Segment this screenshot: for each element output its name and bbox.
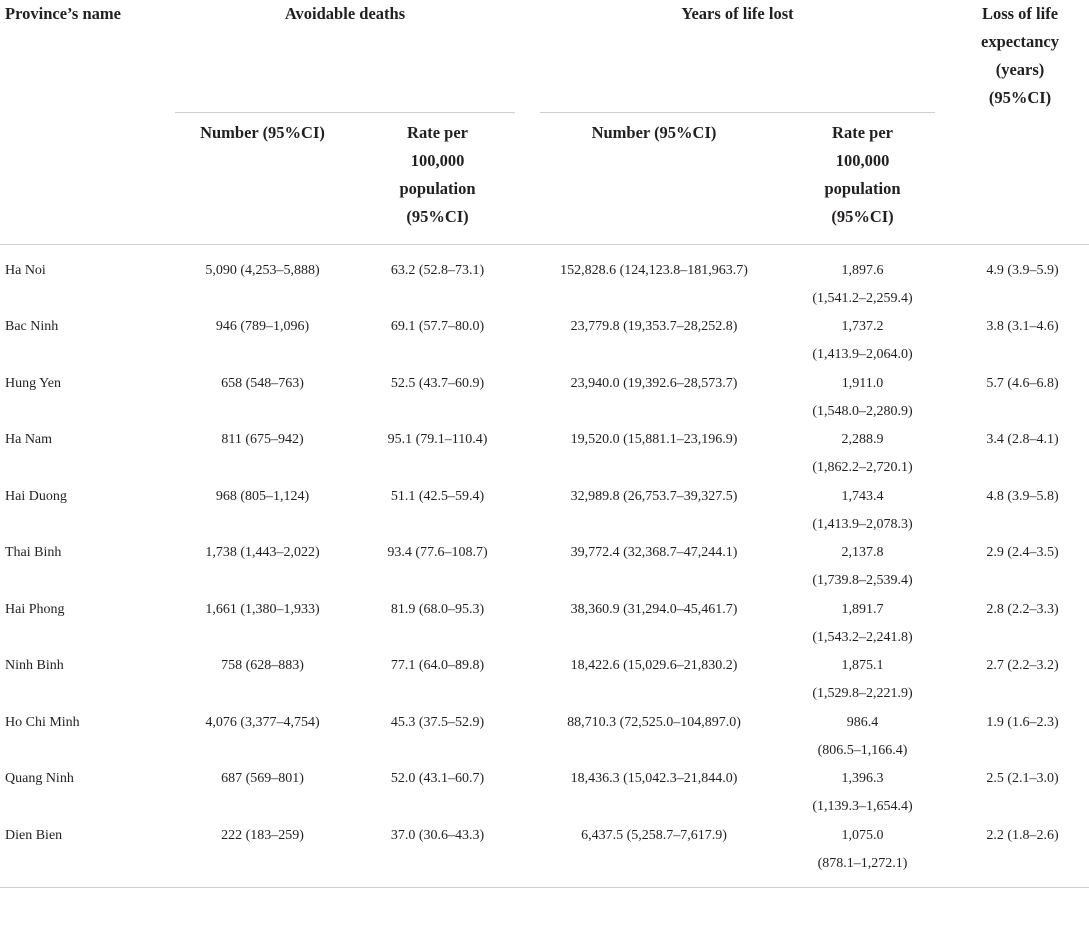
- avoidable-deaths-rate: 52.0 (43.1–60.7): [390, 771, 485, 786]
- avoidable-deaths-number: 658 (548–763): [221, 376, 304, 391]
- avoidable-deaths-rate: 77.1 (64.0–89.8): [390, 658, 485, 673]
- life-expectancy-loss: 2.9 (2.4–3.5): [986, 545, 1059, 560]
- province-name: Ha Nam: [5, 432, 53, 447]
- header-yll-number: Number (95%CI): [591, 123, 717, 142]
- group-rule-yll: [540, 112, 935, 113]
- life-expectancy-loss: 2.5 (2.1–3.0): [986, 771, 1059, 786]
- table-bottom-rule: [0, 887, 1089, 888]
- avoidable-deaths-number: 4,076 (3,377–4,754): [205, 715, 320, 730]
- life-expectancy-loss: 2.7 (2.2–3.2): [986, 658, 1059, 673]
- avoidable-deaths-number: 687 (569–801): [221, 771, 304, 786]
- avoidable-deaths-number: 1,661 (1,380–1,933): [205, 602, 320, 617]
- avoidable-deaths-rate: 63.2 (52.8–73.1): [390, 263, 485, 278]
- header-loss-of-life-expectancy: Loss of life expectancy (years) (95%CI): [981, 4, 1059, 107]
- yll-number: 18,436.3 (15,042.3–21,844.0): [570, 771, 738, 786]
- life-expectancy-loss: 3.4 (2.8–4.1): [986, 432, 1059, 447]
- yll-rate: 1,737.2 (1,413.9–2,064.0): [812, 319, 913, 362]
- avoidable-deaths-rate: 95.1 (79.1–110.4): [387, 432, 488, 447]
- yll-number: 23,779.8 (19,353.7–28,252.8): [570, 319, 738, 334]
- yll-rate: 986.4 (806.5–1,166.4): [817, 715, 908, 758]
- life-expectancy-loss: 5.7 (4.6–6.8): [986, 376, 1059, 391]
- yll-number: 152,828.6 (124,123.8–181,963.7): [560, 263, 748, 278]
- yll-rate: 1,911.0 (1,548.0–2,280.9): [812, 376, 913, 419]
- yll-rate: 1,897.6 (1,541.2–2,259.4): [812, 263, 913, 306]
- yll-number: 6,437.5 (5,258.7–7,617.9): [581, 828, 727, 843]
- header-bottom-rule: [0, 244, 1089, 245]
- avoidable-deaths-rate: 51.1 (42.5–59.4): [390, 489, 485, 504]
- avoidable-deaths-number: 1,738 (1,443–2,022): [205, 545, 320, 560]
- table-row: [0, 822, 1089, 936]
- province-name: Hai Duong: [5, 489, 67, 504]
- yll-number: 18,422.6 (15,029.6–21,830.2): [570, 658, 738, 673]
- avoidable-deaths-number: 946 (789–1,096): [215, 319, 310, 334]
- life-expectancy-loss: 4.8 (3.9–5.8): [986, 489, 1059, 504]
- avoidable-deaths-number: 968 (805–1,124): [215, 489, 310, 504]
- yll-rate: 1,396.3 (1,139.3–1,654.4): [812, 771, 913, 814]
- group-rule-avoidable: [175, 112, 515, 113]
- yll-rate: 2,288.9 (1,862.2–2,720.1): [812, 432, 913, 475]
- avoidable-deaths-rate: 81.9 (68.0–95.3): [390, 602, 485, 617]
- province-name: Ho Chi Minh: [5, 715, 80, 730]
- yll-number: 38,360.9 (31,294.0–45,461.7): [570, 602, 738, 617]
- header-province: Province’s name: [5, 4, 121, 23]
- avoidable-deaths-number: 222 (183–259): [221, 828, 304, 843]
- life-expectancy-loss: 2.2 (1.8–2.6): [986, 828, 1059, 843]
- yll-number: 88,710.3 (72,525.0–104,897.0): [567, 715, 741, 730]
- header-avoidable-deaths: Avoidable deaths: [284, 4, 406, 23]
- header-ad-rate: Rate per 100,000 population (95%CI): [399, 123, 476, 226]
- yll-rate: 1,075.0 (878.1–1,272.1): [817, 828, 908, 871]
- province-name: Dien Bien: [5, 828, 63, 843]
- yll-number: 32,989.8 (26,753.7–39,327.5): [570, 489, 738, 504]
- avoidable-deaths-rate: 52.5 (43.7–60.9): [390, 376, 485, 391]
- yll-rate: 1,743.4 (1,413.9–2,078.3): [812, 489, 913, 532]
- province-name: Ha Noi: [5, 263, 46, 278]
- avoidable-deaths-number: 5,090 (4,253–5,888): [205, 263, 320, 278]
- yll-number: 39,772.4 (32,368.7–47,244.1): [570, 545, 738, 560]
- yll-rate: 1,875.1 (1,529.8–2,221.9): [812, 658, 913, 701]
- life-expectancy-loss: 4.9 (3.9–5.9): [986, 263, 1059, 278]
- avoidable-deaths-number: 758 (628–883): [221, 658, 304, 673]
- province-name: Hai Phong: [5, 602, 65, 617]
- header-years-of-life-lost: Years of life lost: [681, 4, 794, 23]
- avoidable-deaths-rate: 69.1 (57.7–80.0): [390, 319, 485, 334]
- province-name: Hung Yen: [5, 376, 62, 391]
- avoidable-deaths-number: 811 (675–942): [221, 432, 304, 447]
- yll-rate: 2,137.8 (1,739.8–2,539.4): [812, 545, 913, 588]
- avoidable-deaths-rate: 37.0 (30.6–43.3): [390, 828, 485, 843]
- avoidable-deaths-rate: 93.4 (77.6–108.7): [387, 545, 488, 560]
- yll-rate: 1,891.7 (1,543.2–2,241.8): [812, 602, 913, 645]
- province-name: Ninh Binh: [5, 658, 64, 673]
- avoidable-deaths-rate: 45.3 (37.5–52.9): [390, 715, 485, 730]
- province-name: Bac Ninh: [5, 319, 59, 334]
- header-yll-rate: Rate per 100,000 population (95%CI): [824, 123, 901, 226]
- province-name: Quang Ninh: [5, 771, 74, 786]
- yll-number: 23,940.0 (19,392.6–28,573.7): [570, 376, 738, 391]
- life-expectancy-loss: 1.9 (1.6–2.3): [986, 715, 1059, 730]
- yll-number: 19,520.0 (15,881.1–23,196.9): [570, 432, 738, 447]
- life-expectancy-loss: 2.8 (2.2–3.3): [986, 602, 1059, 617]
- life-expectancy-loss: 3.8 (3.1–4.6): [986, 319, 1059, 334]
- header-ad-number: Number (95%CI): [200, 123, 325, 142]
- province-name: Thai Binh: [5, 545, 62, 560]
